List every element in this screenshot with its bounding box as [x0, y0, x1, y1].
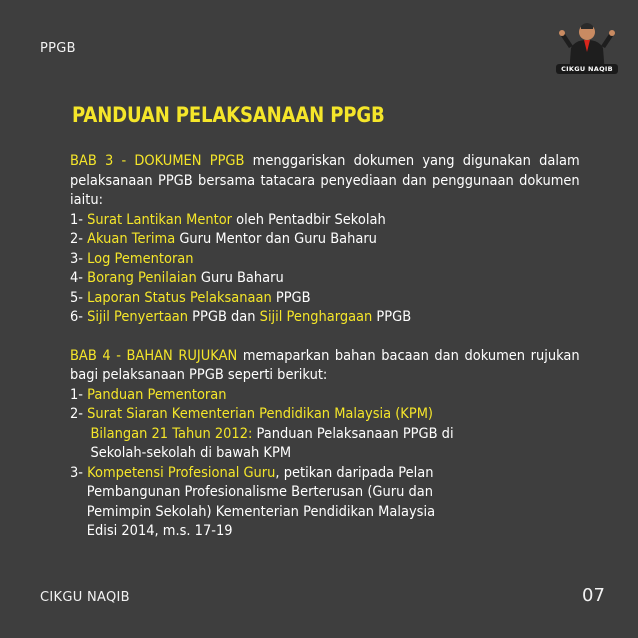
footer-author: CIKGU NAQIB	[40, 590, 130, 605]
list-item: 3- Log Pementoran	[70, 250, 194, 267]
list-item: 5- Laporan Status Pelaksanaan PPGB	[70, 289, 311, 306]
bab3-heading: BAB 3 - DOKUMEN PPGB	[70, 153, 245, 169]
list-item: 2- Akuan Terima Guru Mentor dan Guru Baharu	[70, 231, 377, 247]
list-item: 4- Borang Penilaian Guru Baharu	[70, 270, 284, 286]
header-label: PPGB	[40, 41, 76, 56]
list-item: 1- Panduan Pementoran	[70, 386, 227, 403]
list-item-cont: Sekolah-sekolah di bawah KPM	[90, 445, 292, 461]
list-item-cont: Edisi 2014, m.s. 17-19	[86, 523, 233, 539]
bab3-intro: BAB 3 - DOKUMEN PPGB menggariskan dokumen yang digunakan dalam pelaksanaan PPGB bersama tatacara penyediaan dan penggunaan dokumen iaitu:	[70, 153, 580, 208]
list-item: 2- Surat Siaran Kementerian Pendidikan Malaysia (KPM)	[70, 406, 434, 422]
page-number: 07	[582, 585, 605, 606]
list-item-cont: Pembangunan Profesionalisme Berterusan (Guru dan	[86, 484, 433, 500]
list-item: 1- Surat Lantikan Mentor oleh Pentadbir Sekolah	[70, 211, 386, 228]
list-item: 6- Sijil Penyertaan PPGB dan Sijil Penghargaan PPGB	[70, 309, 412, 325]
bab4-heading: BAB 4 - BAHAN RUJUKAN	[70, 347, 238, 364]
logo-text: CIKGU NAQIB	[556, 64, 618, 74]
page-title: PANDUAN PELAKSANAAN PPGB	[72, 103, 385, 127]
list-item-cont: Pemimpin Sekolah) Kementerian Pendidikan Malaysia	[86, 503, 436, 520]
list-item: 3- Kompetensi Profesional Guru, petikan daripada Pelan	[70, 464, 434, 481]
list-item-cont: Bilangan 21 Tahun 2012: Panduan Pelaksanaan PPGB di	[90, 425, 454, 442]
content-body	[70, 152, 580, 542]
bab4-intro: BAB 4 - BAHAN RUJUKAN memaparkan bahan bacaan dan dokumen rujukan bagi pelaksanaan PPGB seperti berikut:	[70, 347, 580, 383]
